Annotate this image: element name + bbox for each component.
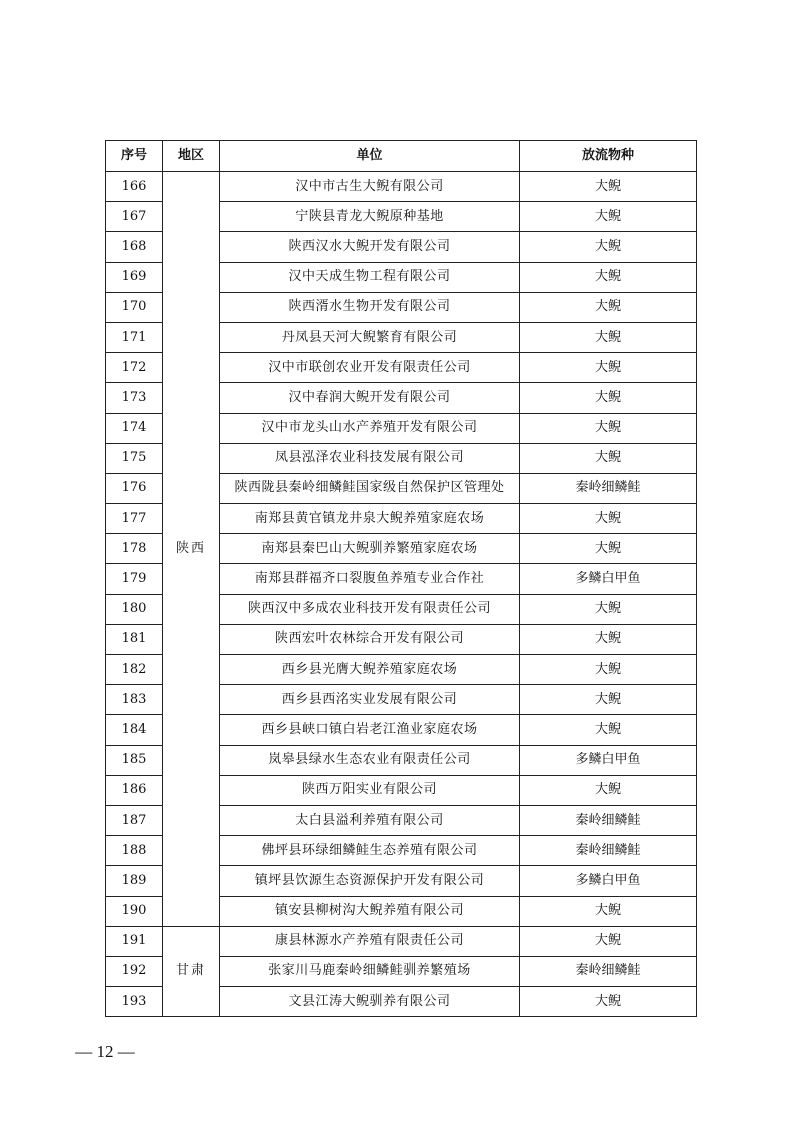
unit-cell: 陕西宏叶农林综合开发有限公司 <box>220 624 520 654</box>
unit-cell: 陕西湑水生物开发有限公司 <box>220 292 520 322</box>
species-cell: 大鲵 <box>520 987 697 1017</box>
row-number: 172 <box>106 353 163 383</box>
table-body <box>106 172 697 1017</box>
row-number: 173 <box>106 383 163 413</box>
row-number: 176 <box>106 473 163 503</box>
species-cell: 大鲵 <box>520 202 697 232</box>
unit-cell: 西乡县峡口镇白岩老江渔业家庭农场 <box>220 715 520 745</box>
species-cell: 秦岭细鳞鲑 <box>520 805 697 835</box>
species-cell: 大鲵 <box>520 262 697 292</box>
row-number: 181 <box>106 624 163 654</box>
row-number: 186 <box>106 775 163 805</box>
page-number: — 12 — <box>75 1042 135 1061</box>
species-cell: 多鳞白甲鱼 <box>520 866 697 896</box>
species-cell: 大鲵 <box>520 504 697 534</box>
row-number: 185 <box>106 745 163 775</box>
row-number: 179 <box>106 564 163 594</box>
header-row <box>106 141 697 172</box>
species-cell: 大鲵 <box>520 775 697 805</box>
unit-cell: 佛坪县环绿细鳞鲑生态养殖有限公司 <box>220 836 520 866</box>
row-number: 188 <box>106 836 163 866</box>
row-number: 175 <box>106 443 163 473</box>
table-header <box>106 141 697 172</box>
species-cell: 大鲵 <box>520 353 697 383</box>
row-number: 191 <box>106 926 163 956</box>
species-cell: 秦岭细鳞鲑 <box>520 836 697 866</box>
species-cell: 多鳞白甲鱼 <box>520 745 697 775</box>
unit-cell: 岚皋县绿水生态农业有限责任公司 <box>220 745 520 775</box>
row-number: 193 <box>106 987 163 1017</box>
release-table <box>105 140 697 1017</box>
row-number: 178 <box>106 534 163 564</box>
unit-cell: 汉中天成生物工程有限公司 <box>220 262 520 292</box>
unit-cell: 汉中春润大鲵开发有限公司 <box>220 383 520 413</box>
unit-cell: 康县林源水产养殖有限责任公司 <box>220 926 520 956</box>
unit-cell: 陕西汉中多成农业科技开发有限责任公司 <box>220 594 520 624</box>
species-cell: 秦岭细鳞鲑 <box>520 473 697 503</box>
species-cell: 大鲵 <box>520 655 697 685</box>
unit-cell: 西乡县光膺大鲵养殖家庭农场 <box>220 655 520 685</box>
species-cell: 大鲵 <box>520 594 697 624</box>
species-cell: 大鲵 <box>520 322 697 352</box>
row-number: 180 <box>106 594 163 624</box>
unit-cell: 陕西陇县秦岭细鳞鲑国家级自然保护区管理处 <box>220 473 520 503</box>
row-number: 189 <box>106 866 163 896</box>
unit-cell: 陕西汉水大鲵开发有限公司 <box>220 232 520 262</box>
header-region: 地区 <box>163 141 220 172</box>
unit-cell: 凤县泓泽农业科技发展有限公司 <box>220 443 520 473</box>
species-cell: 大鲵 <box>520 413 697 443</box>
header-unit: 单位 <box>220 141 520 172</box>
row-number: 174 <box>106 413 163 443</box>
region-cell: 陕西 <box>163 172 220 927</box>
species-cell: 大鲵 <box>520 534 697 564</box>
row-number: 183 <box>106 685 163 715</box>
unit-cell: 文县江涛大鲵驯养有限公司 <box>220 987 520 1017</box>
unit-cell: 丹凤县天河大鲵繁育有限公司 <box>220 322 520 352</box>
species-cell: 大鲵 <box>520 926 697 956</box>
header-no: 序号 <box>106 141 163 172</box>
unit-cell: 西乡县西洺实业发展有限公司 <box>220 685 520 715</box>
row-number: 171 <box>106 322 163 352</box>
species-cell: 大鲵 <box>520 896 697 926</box>
row-number: 182 <box>106 655 163 685</box>
row-number: 170 <box>106 292 163 322</box>
row-number: 169 <box>106 262 163 292</box>
species-cell: 大鲵 <box>520 624 697 654</box>
row-number: 187 <box>106 805 163 835</box>
unit-cell: 汉中市联创农业开发有限责任公司 <box>220 353 520 383</box>
row-number: 190 <box>106 896 163 926</box>
row-number: 166 <box>106 172 163 202</box>
species-cell: 大鲵 <box>520 383 697 413</box>
table-row <box>106 172 697 202</box>
species-cell: 大鲵 <box>520 685 697 715</box>
species-cell: 大鲵 <box>520 292 697 322</box>
region-cell: 甘肃 <box>163 926 220 1017</box>
species-cell: 大鲵 <box>520 443 697 473</box>
unit-cell: 南郑县秦巴山大鲵驯养繁殖家庭农场 <box>220 534 520 564</box>
species-cell: 大鲵 <box>520 172 697 202</box>
header-species: 放流物种 <box>520 141 697 172</box>
unit-cell: 宁陕县青龙大鲵原种基地 <box>220 202 520 232</box>
row-number: 177 <box>106 504 163 534</box>
row-number: 168 <box>106 232 163 262</box>
unit-cell: 汉中市古生大鲵有限公司 <box>220 172 520 202</box>
unit-cell: 南郑县群福齐口裂腹鱼养殖专业合作社 <box>220 564 520 594</box>
unit-cell: 张家川马鹿秦岭细鳞鲑驯养繁殖场 <box>220 956 520 986</box>
unit-cell: 汉中市龙头山水产养殖开发有限公司 <box>220 413 520 443</box>
unit-cell: 南郑县黄官镇龙井泉大鲵养殖家庭农场 <box>220 504 520 534</box>
species-cell: 大鲵 <box>520 715 697 745</box>
species-cell: 大鲵 <box>520 232 697 262</box>
species-cell: 多鳞白甲鱼 <box>520 564 697 594</box>
unit-cell: 陕西万阳实业有限公司 <box>220 775 520 805</box>
unit-cell: 镇坪县饮源生态资源保护开发有限公司 <box>220 866 520 896</box>
table-row <box>106 926 697 956</box>
unit-cell: 太白县溢利养殖有限公司 <box>220 805 520 835</box>
species-cell: 秦岭细鳞鲑 <box>520 956 697 986</box>
unit-cell: 镇安县柳树沟大鲵养殖有限公司 <box>220 896 520 926</box>
row-number: 184 <box>106 715 163 745</box>
row-number: 192 <box>106 956 163 986</box>
row-number: 167 <box>106 202 163 232</box>
